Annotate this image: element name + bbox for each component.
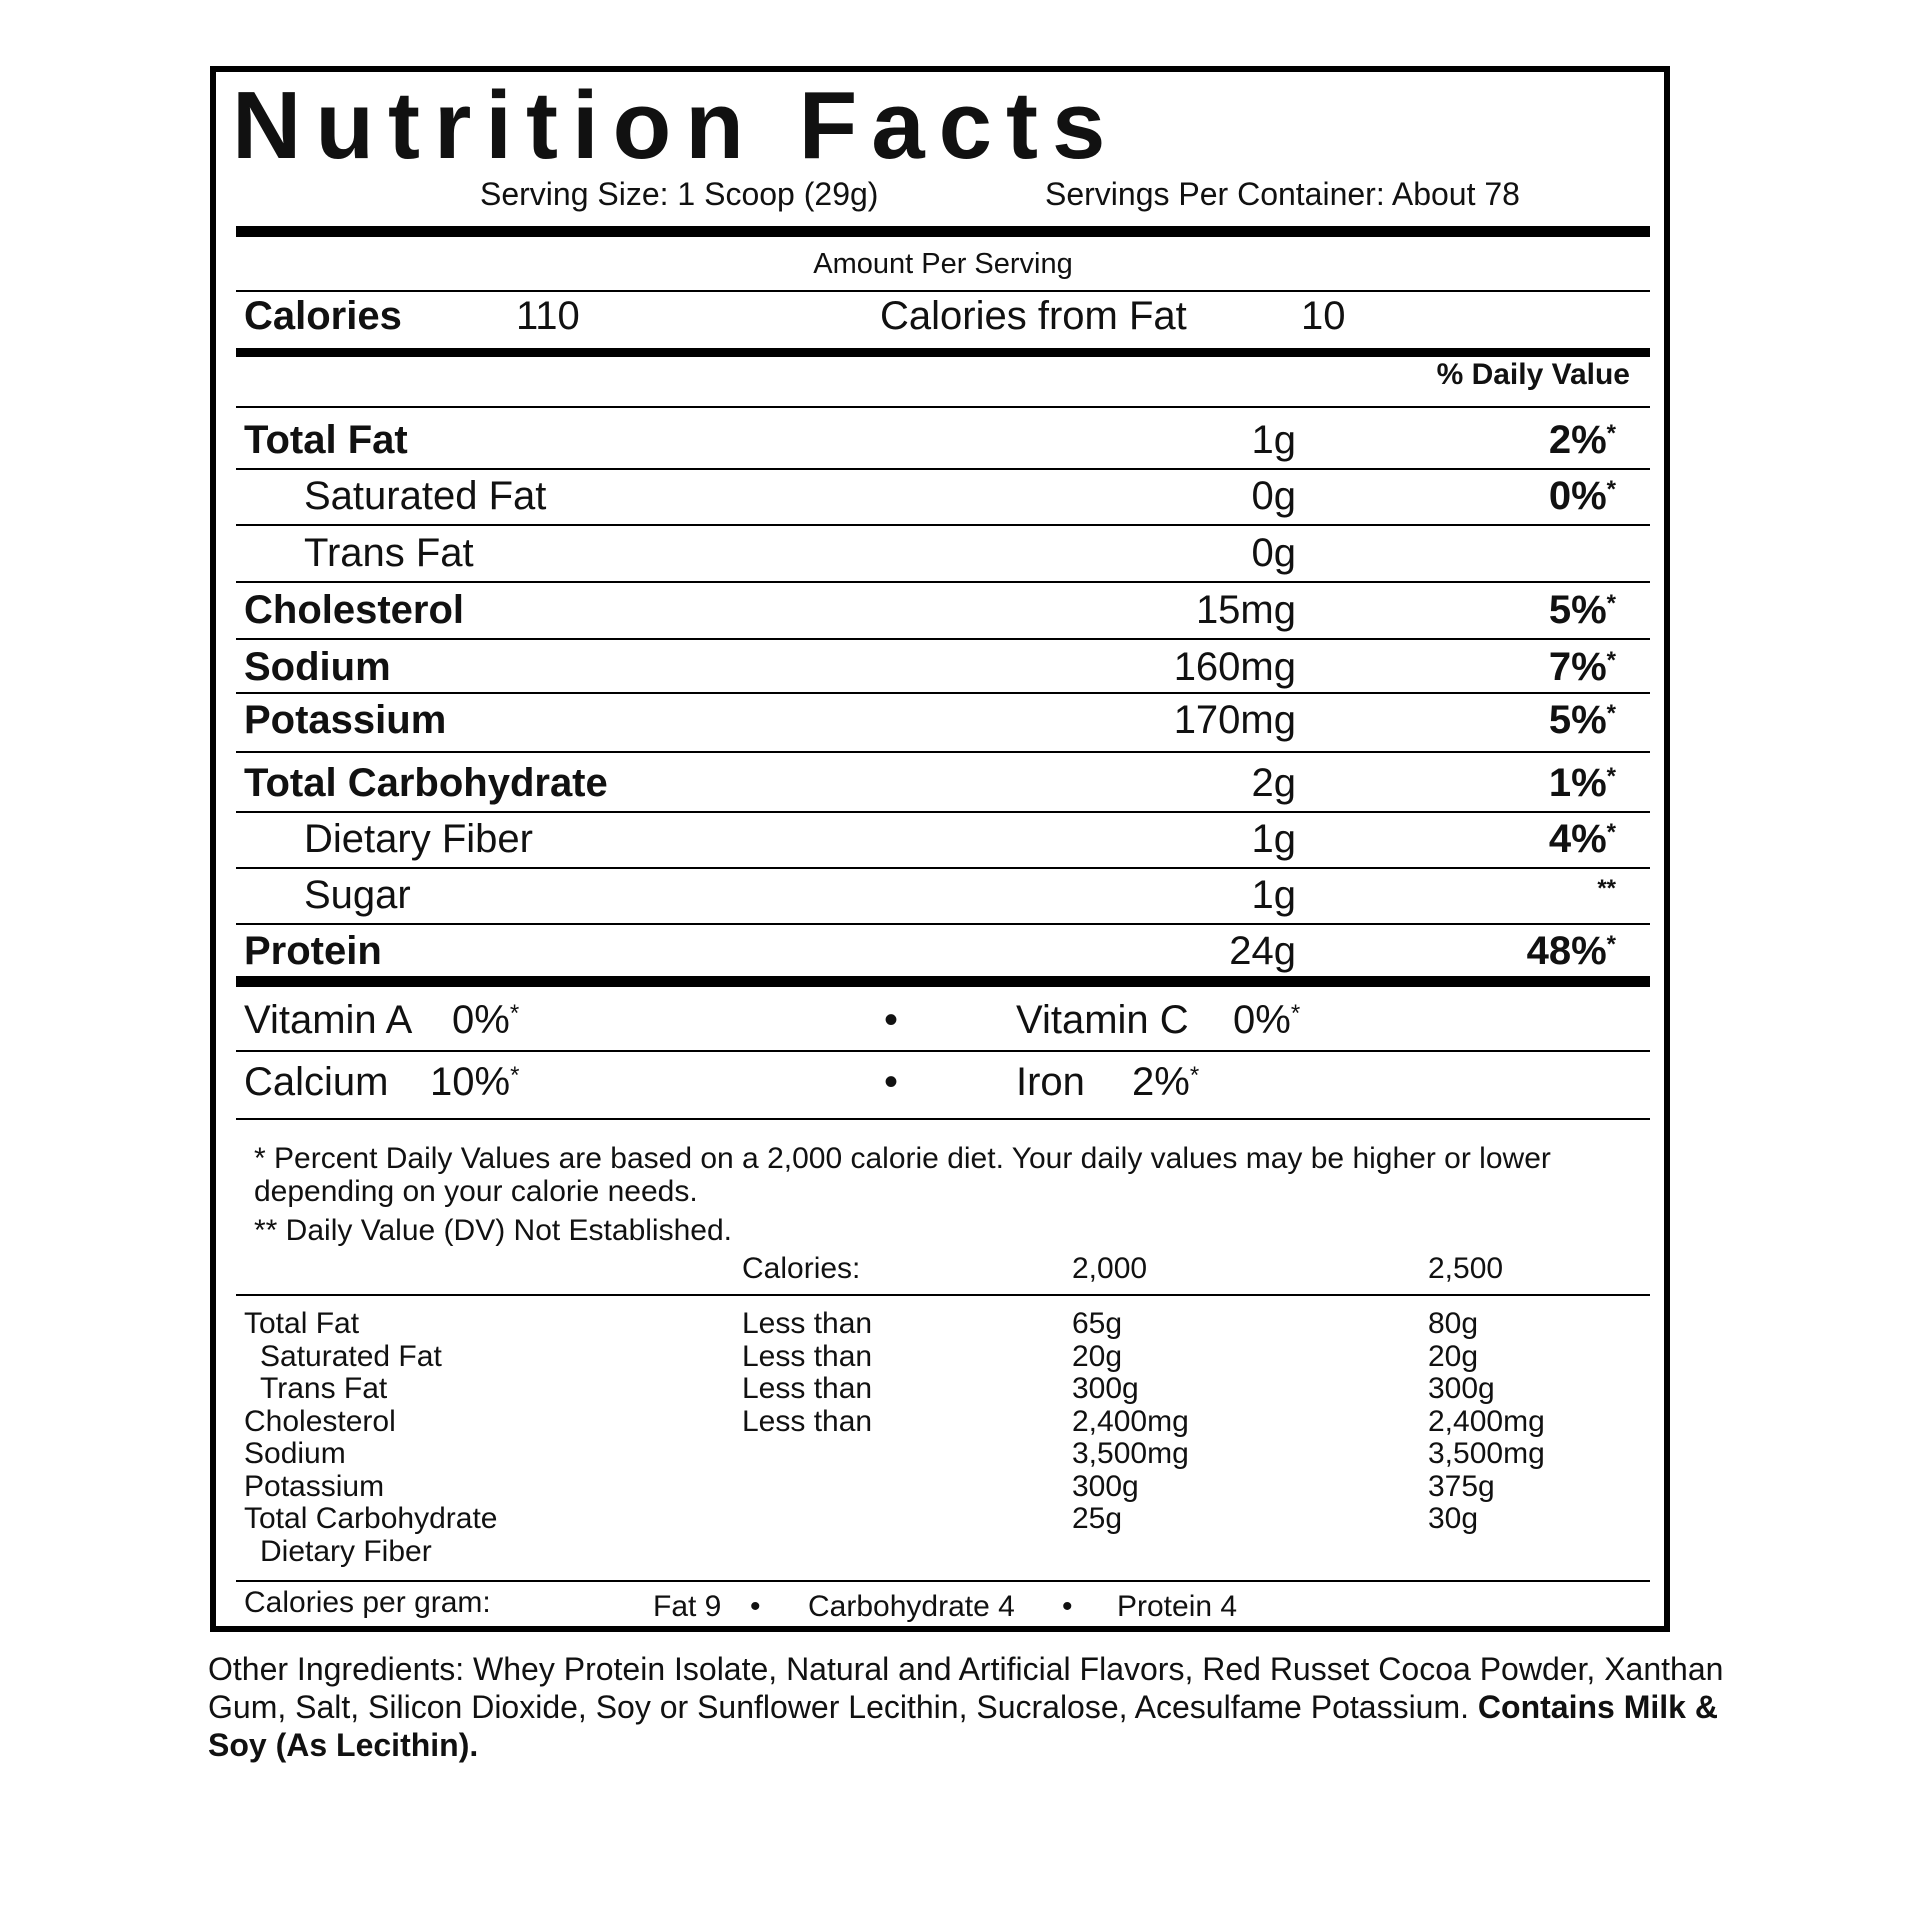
ref-label: Saturated Fat (260, 1339, 442, 1373)
rule (236, 923, 1650, 925)
rule (236, 867, 1650, 869)
amount-per-serving: Amount Per Serving (813, 248, 1073, 280)
nutrient-dv: ** (1597, 875, 1616, 902)
calories-value: 110 (516, 294, 580, 338)
ref-value: 30g (1428, 1502, 1479, 1535)
nutrient-label: Sugar (304, 873, 411, 917)
nutrient-label: Potassium (244, 698, 447, 742)
ref-qualifier: Less than (742, 1372, 873, 1405)
ref-value: 375g (1428, 1469, 1495, 1503)
ref-table-col-2500 (1428, 1308, 1545, 1536)
ref-table-labels (244, 1308, 497, 1568)
nutrient-amount: 15mg (1195, 588, 1296, 632)
nutrient-label: Trans Fat (304, 531, 474, 575)
nutrient-label: Total Carbohydrate (244, 761, 608, 805)
vitamin-c-value: 0%* (1233, 998, 1301, 1042)
nutrient-label: Total Fat (244, 418, 408, 462)
ref-qualifier: Less than (742, 1339, 873, 1373)
calories-per-gram-fat: Fat 9 (653, 1590, 722, 1623)
ref-value: 20g (1072, 1339, 1123, 1373)
nutrient-dv: 5%* (1548, 698, 1616, 742)
rule (236, 811, 1650, 813)
nutrient-row-saturated-fat (216, 474, 1670, 518)
rule (236, 638, 1650, 640)
ref-table-qualifiers (742, 1308, 872, 1438)
ref-value: 25g (1072, 1502, 1123, 1535)
bullet: • (1062, 1590, 1073, 1623)
nutrient-dv: 1%* (1548, 761, 1616, 805)
ref-label: Trans Fat (260, 1372, 388, 1405)
rule (236, 468, 1650, 470)
bullet: • (750, 1590, 761, 1623)
nutrient-row-trans-fat (216, 531, 1670, 575)
vitamin-c-label: Vitamin C (1016, 998, 1189, 1042)
nutrient-row-protein (216, 929, 1670, 973)
ref-col-2000: 2,000 (1072, 1252, 1148, 1285)
ref-value: 300g (1072, 1372, 1139, 1405)
servings-per-container: Servings Per Container: About 78 (1045, 176, 1520, 212)
ingredients-text: Other Ingredients: Whey Protein Isolate, Natural and Artificial Flavors, Red Russet Cocoa Powder, Xanthan Gum, Salt, Silicon Dioxide, Soy or Sunflower Lecithin, Sucralose, Acesulfame Potassium. (208, 1651, 1724, 1725)
ref-value: 300g (1428, 1372, 1495, 1405)
footnote-daily-values-cont: depending on your calorie needs. (254, 1175, 698, 1208)
nutrition-label (210, 66, 1670, 1632)
thick-rule (236, 226, 1650, 237)
ref-calories-label: Calories: (742, 1252, 861, 1285)
rule (236, 581, 1650, 583)
nutrient-row-potassium (216, 698, 1670, 742)
nutrient-dv: 4%* (1548, 817, 1616, 861)
rule (236, 751, 1650, 753)
nutrient-dv: 0%* (1548, 474, 1616, 518)
calories-fat-value: 10 (1301, 294, 1346, 338)
rule (236, 524, 1650, 526)
nutrient-amount: 1g (1251, 418, 1296, 462)
nutrient-amount: 24g (1229, 929, 1296, 973)
nutrient-amount: 0g (1251, 531, 1296, 575)
nutrient-row-total-carbohydrate (216, 761, 1670, 805)
ref-qualifier: Less than (742, 1307, 873, 1340)
label-title: Nutrition Facts (232, 72, 1120, 179)
nutrient-row-total-fat (216, 418, 1670, 462)
calories-fat-label: Calories from Fat (880, 294, 1187, 338)
iron-value: 2%* (1132, 1060, 1200, 1104)
nutrient-amount: 160mg (1173, 645, 1296, 689)
calories-per-gram-carbohydrate: Carbohydrate 4 (808, 1590, 1015, 1623)
nutrient-amount: 0g (1251, 474, 1296, 518)
calories-label: Calories (244, 294, 402, 338)
nutrient-row-sodium (216, 645, 1670, 689)
nutrient-dv: 48%* (1526, 929, 1616, 973)
nutrient-row-sugar (216, 873, 1670, 917)
calcium-value: 10%* (430, 1060, 520, 1104)
iron-label: Iron (1016, 1060, 1085, 1104)
nutrient-label: Sodium (244, 645, 391, 689)
ref-qualifier: Less than (742, 1404, 873, 1438)
rule (236, 692, 1650, 694)
daily-value-header: % Daily Value (1436, 358, 1630, 391)
ref-value: 3,500mg (1072, 1437, 1189, 1470)
nutrient-label: Saturated Fat (304, 474, 547, 518)
nutrient-amount: 1g (1251, 817, 1296, 861)
thick-rule (236, 976, 1650, 987)
ref-table-col-2000 (1072, 1308, 1189, 1536)
nutrient-amount: 170mg (1173, 698, 1296, 742)
ref-label: Total Fat (244, 1307, 360, 1340)
ref-col-2500: 2,500 (1428, 1252, 1504, 1285)
serving-size: Serving Size: 1 Scoop (29g) (480, 176, 879, 212)
rule (236, 1118, 1650, 1120)
ref-value: 20g (1428, 1339, 1479, 1373)
calories-per-gram-label: Calories per gram: (244, 1586, 491, 1619)
nutrient-row-dietary-fiber (216, 817, 1670, 861)
nutrient-label: Protein (244, 929, 382, 973)
rule (236, 290, 1650, 292)
allergen-statement: Contains Milk & Soy (As Lecithin). (208, 1689, 1718, 1763)
ref-value: 80g (1428, 1307, 1479, 1340)
rule (236, 1294, 1650, 1296)
nutrient-dv: 5%* (1548, 588, 1616, 632)
medium-rule (236, 348, 1650, 357)
ref-value: 300g (1072, 1469, 1139, 1503)
nutrient-label: Cholesterol (244, 588, 465, 632)
rule (236, 1580, 1650, 1582)
rule (236, 1050, 1650, 1052)
ref-label: Sodium (244, 1437, 346, 1470)
ref-label: Dietary Fiber (260, 1534, 432, 1568)
ref-label: Cholesterol (244, 1404, 396, 1438)
nutrient-amount: 1g (1251, 873, 1296, 917)
ref-label: Potassium (244, 1469, 385, 1503)
calcium-label: Calcium (244, 1060, 389, 1104)
ref-value: 65g (1072, 1307, 1123, 1340)
calories-per-gram-protein: Protein 4 (1117, 1590, 1238, 1623)
bullet: • (884, 998, 899, 1042)
vitamin-a-value: 0%* (452, 998, 520, 1042)
nutrient-row-cholesterol (216, 588, 1670, 632)
nutrient-amount: 2g (1251, 761, 1296, 805)
bullet: • (884, 1060, 899, 1104)
vitamin-a-label: Vitamin A (244, 998, 413, 1042)
rule (236, 406, 1650, 408)
footnote-dv-not-established: ** Daily Value (DV) Not Established. (254, 1214, 732, 1247)
ref-label: Total Carbohydrate (244, 1502, 498, 1535)
footnote-daily-values: * Percent Daily Values are based on a 2,000 calorie diet. Your daily values may be higher or lower (254, 1142, 1551, 1175)
ref-value: 2,400mg (1428, 1404, 1545, 1438)
ref-value: 2,400mg (1072, 1404, 1189, 1438)
nutrient-dv: 2%* (1548, 418, 1616, 462)
nutrient-label: Dietary Fiber (304, 817, 533, 861)
other-ingredients (208, 1650, 1728, 1764)
ref-value: 3,500mg (1428, 1437, 1545, 1470)
nutrient-dv: 7%* (1548, 645, 1616, 689)
